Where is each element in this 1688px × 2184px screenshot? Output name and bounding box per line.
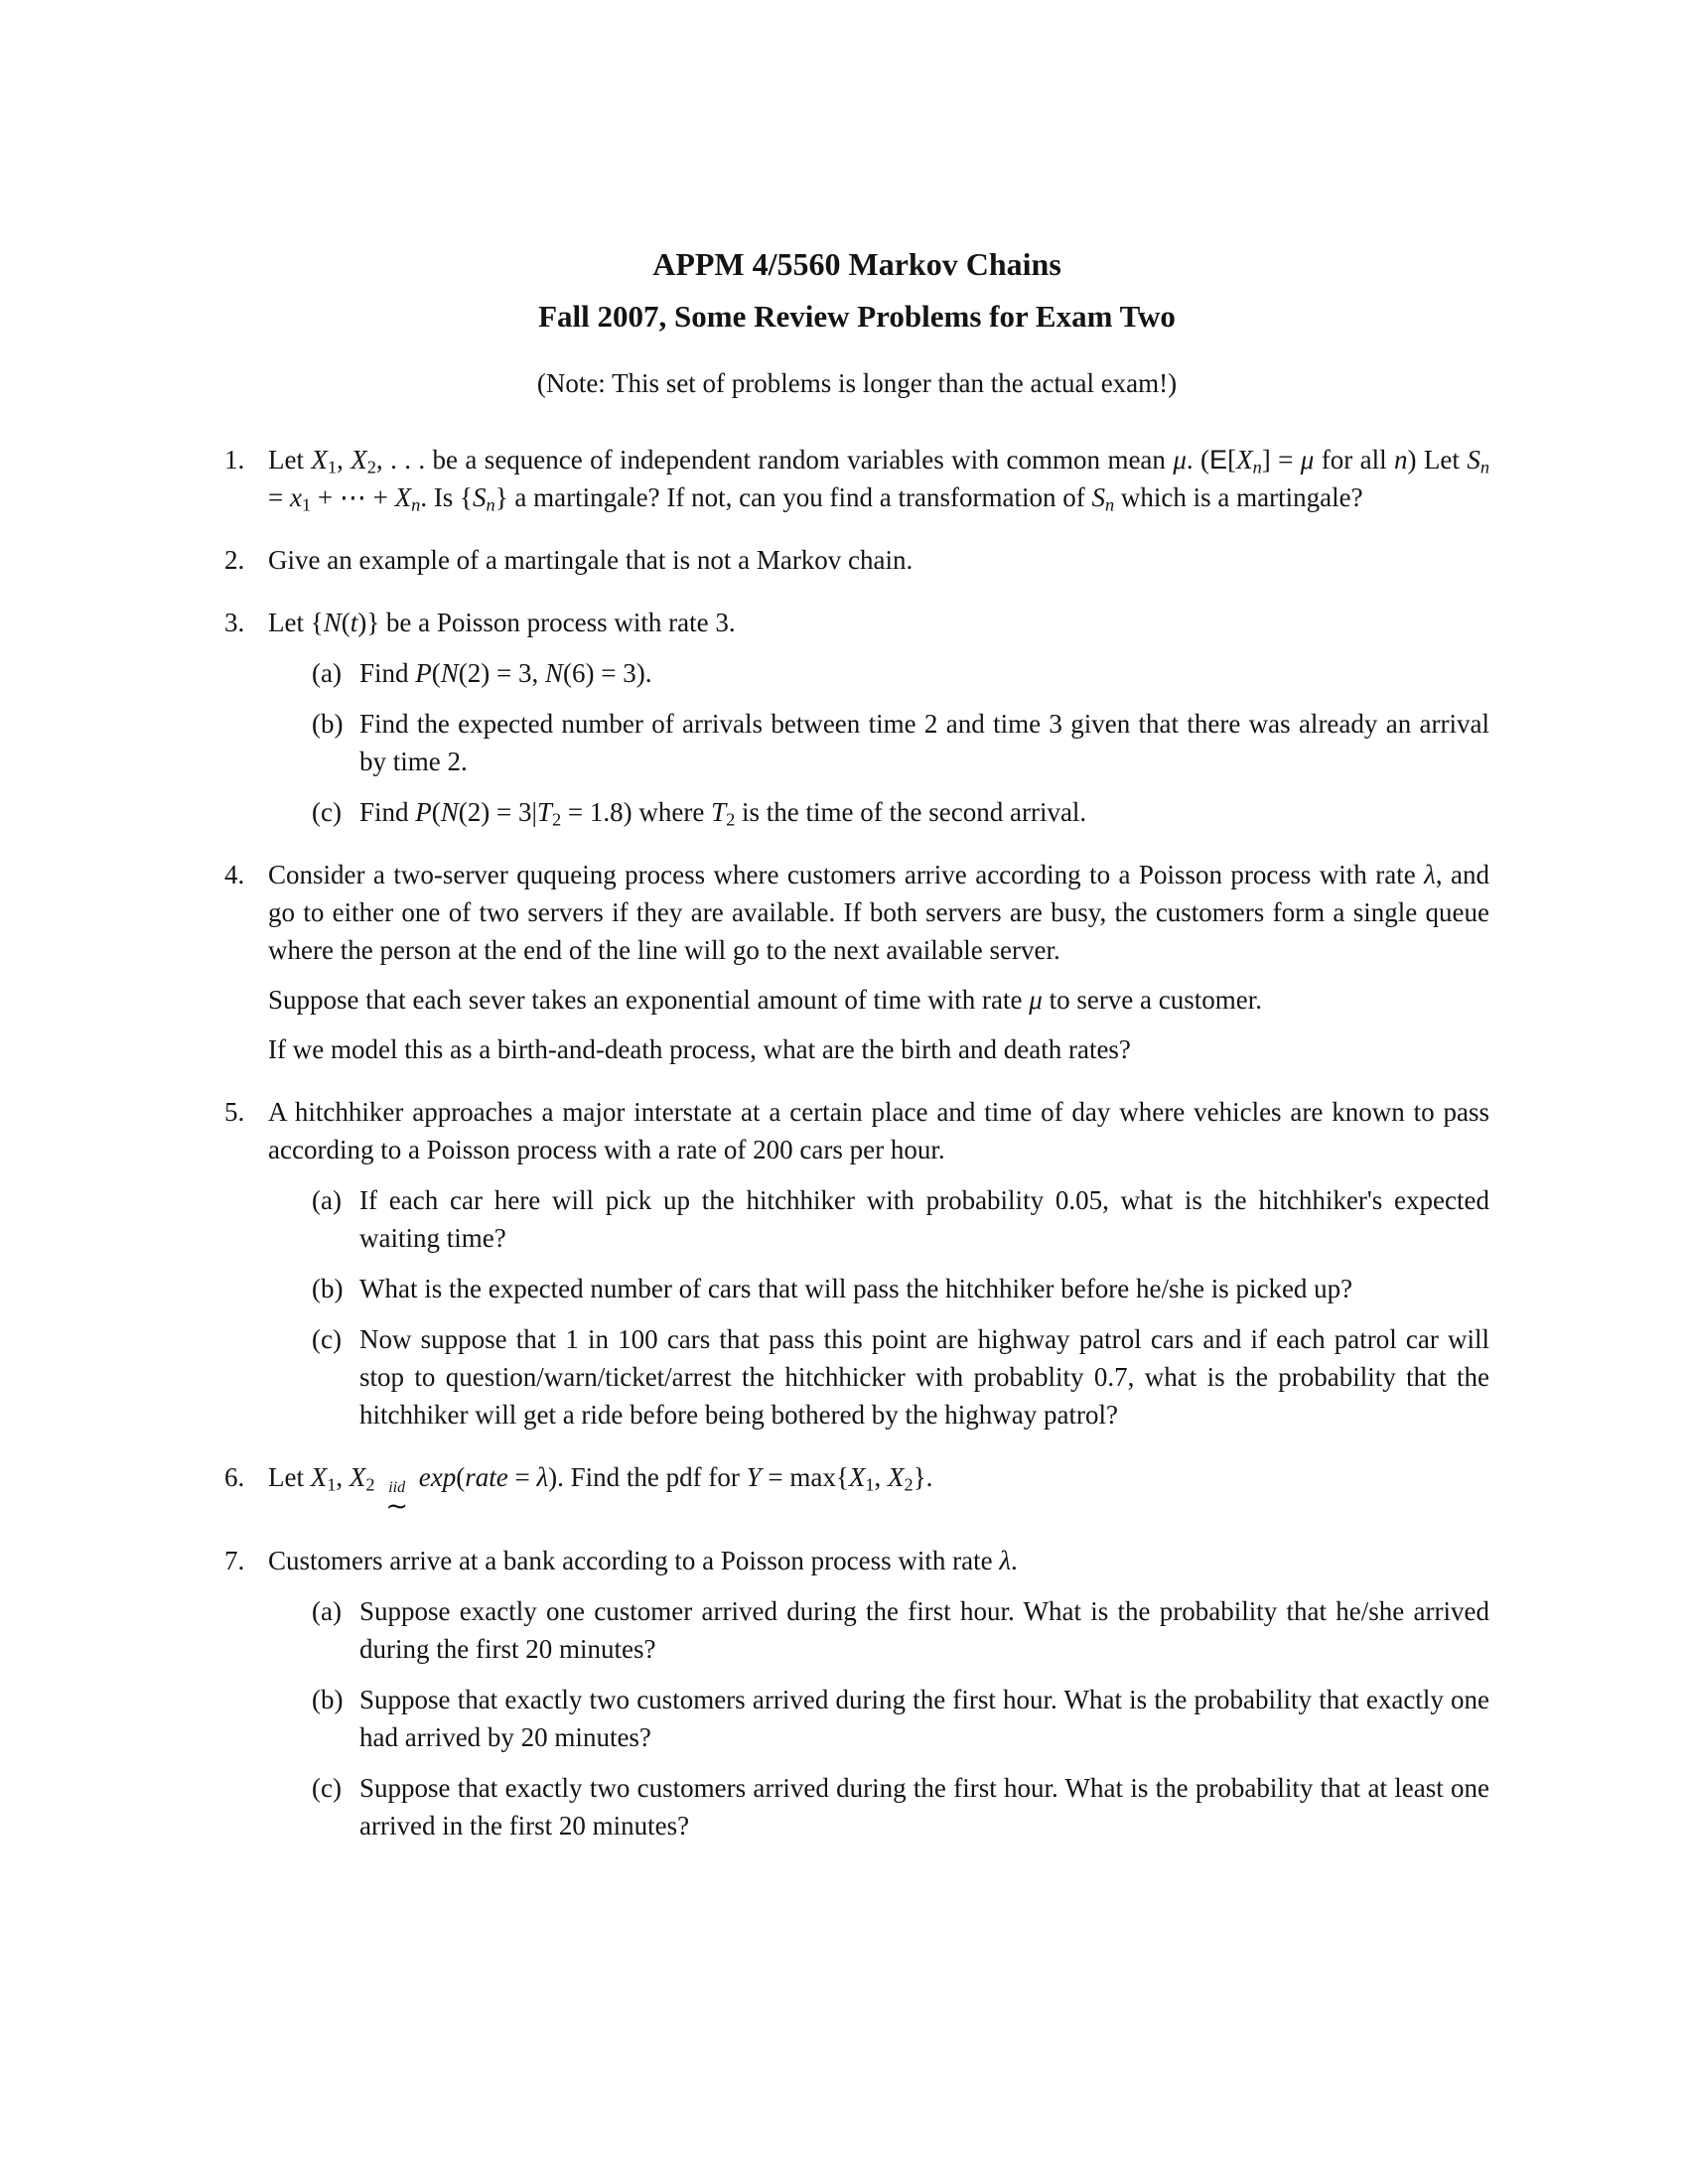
problem-7-part-a-label: (a) xyxy=(312,1596,342,1627)
document-header xyxy=(224,246,1489,399)
problem-2-body xyxy=(268,541,1489,579)
problem-7-part-a-text: Suppose exactly one customer arrived during the first hour. What is the probability that he/she arrived during the first 20 minutes? xyxy=(359,1596,1489,1665)
problem-3-part-c-text: Find $P(N(2) = 3|T_2 = 1.8)$ where $T_2$ is the time of the second arrival. xyxy=(359,797,1087,831)
problem-6-number: 6. xyxy=(224,1462,245,1493)
problem-5-part-b xyxy=(268,1270,1489,1307)
problem-4-text-paragraph-1: Consider a two-server ququeing process where customers arrive according to a Poisson process with rate λ, and go to either one of two servers if they are available. If both servers are busy, the customers form a single queue where the person at the end of the line will go to the next available server. xyxy=(268,860,1490,966)
problem-4-text-paragraph-2: Suppose that each sever takes an exponential amount of time with rate μ to serve a customer. xyxy=(268,985,1263,1016)
problem-7-part-c-text: Suppose that exactly two customers arrived during the first hour. What is the probability that at least one arrived in the first 20 minutes? xyxy=(359,1773,1489,1842)
problem-1-number: 1. xyxy=(224,445,245,476)
problem-5-part-a-label: (a) xyxy=(312,1185,342,1216)
problem-3-number: 3. xyxy=(224,608,245,638)
problem-2-text: Give an example of a martingale that is not a Markov chain. xyxy=(268,545,914,576)
document-subtitle: Fall 2007, Some Review Problems for Exam Two xyxy=(538,298,1176,334)
iid-distributed-symbol: iid ∼ xyxy=(385,1479,408,1522)
problem-4-number: 4. xyxy=(224,860,245,890)
problem-7-part-b-text: Suppose that exactly two customers arrived during the first hour. What is the probability that exactly one had arrived by 20 minutes? xyxy=(359,1685,1489,1753)
problem-4-body xyxy=(268,856,1489,1068)
problem-7-parts xyxy=(268,1592,1489,1844)
problem-5-text: A hitchhiker approaches a major interstate at a certain place and time of day where vehicles are known to pass according to a Poisson process with a rate of 200 cars per hour. xyxy=(268,1097,1489,1165)
problem-4 xyxy=(224,856,1489,1068)
problem-5-part-c-label: (c) xyxy=(312,1324,342,1355)
problem-4-text-paragraph-3: If we model this as a birth-and-death process, what are the birth and death rates? xyxy=(268,1034,1131,1065)
problem-3-part-a-text: Find P(N(2) = 3, N(6) = 3). xyxy=(359,658,652,689)
document-title: APPM 4/5560 Markov Chains xyxy=(652,246,1061,282)
problem-7-part-c-label: (c) xyxy=(312,1773,342,1804)
problem-7-body xyxy=(268,1542,1489,1844)
problem-3-part-b-text: Find the expected number of arrivals between time 2 and time 3 given that there was already an arrival by time 2. xyxy=(359,709,1489,777)
problem-6-text: Let $X_1$, $X_2$ iid ∼ exp(rate = λ). Find the pdf for $Y = \max\{X_1$, $X_2$}. xyxy=(268,1462,933,1522)
problem-3-part-a-label: (a) xyxy=(312,658,342,689)
problem-7 xyxy=(224,1542,1489,1844)
problem-3-part-c-label: (c) xyxy=(312,797,342,828)
problem-5 xyxy=(224,1093,1489,1433)
problem-3-parts xyxy=(268,654,1489,831)
problem-5-part-c xyxy=(268,1320,1489,1433)
problem-6 xyxy=(224,1458,1489,1522)
problem-3-text: Let {N(t)} be a Poisson process with rate 3. xyxy=(268,608,736,638)
problem-5-part-b-label: (b) xyxy=(312,1274,344,1304)
problem-1-text: Let $X_1$, $X_2$, . . . be a sequence of independent random variables with common mean μ. ($E[X_n] = \mu$ for all n) Let $S_n = x_1$ + ⋯ + $X_n$. Is $\{S_n\}$ a martingale? If not, can you find a transformation of $S_n$ which is a martingale? xyxy=(268,445,1489,516)
problem-5-part-a xyxy=(268,1181,1489,1257)
problem-7-part-b xyxy=(268,1681,1489,1756)
problem-3-part-a xyxy=(268,654,1489,692)
problem-7-text: Customers arrive at a bank according to a Poisson process with rate λ. xyxy=(268,1546,1018,1576)
problem-5-part-a-text: If each car here will pick up the hitchhiker with probability 0.05, what is the hitchhiker's expected waiting time? xyxy=(359,1185,1489,1254)
problem-6-body xyxy=(268,1458,1489,1522)
problem-2 xyxy=(224,541,1489,579)
problem-3-part-b xyxy=(268,705,1489,780)
problem-1-body xyxy=(268,441,1489,516)
document-note: (Note: This set of problems is longer than the actual exam!) xyxy=(536,368,1178,399)
problem-2-number: 2. xyxy=(224,545,245,576)
problem-5-part-b-text: What is the expected number of cars that will pass the hitchhiker before he/she is picked up? xyxy=(359,1274,1353,1304)
problem-5-part-c-text: Now suppose that 1 in 100 cars that pass this point are highway patrol cars and if each patrol car will stop to question/warn/ticket/arrest the hitchhicker with probablity 0.7, what is the probability that the hitchhiker will get a ride before being bothered by the highway patrol? xyxy=(359,1324,1489,1431)
problem-list xyxy=(224,441,1489,1844)
problem-1 xyxy=(224,441,1489,516)
problem-7-part-b-label: (b) xyxy=(312,1685,344,1715)
problem-3-part-c xyxy=(268,793,1489,831)
problem-5-number: 5. xyxy=(224,1097,245,1128)
problem-7-part-a xyxy=(268,1592,1489,1668)
problem-7-number: 7. xyxy=(224,1546,245,1576)
problem-3-body xyxy=(268,604,1489,831)
problem-7-part-c xyxy=(268,1769,1489,1844)
problem-3 xyxy=(224,604,1489,831)
problem-5-parts xyxy=(268,1181,1489,1433)
problem-3-part-b-label: (b) xyxy=(312,709,344,740)
problem-5-body xyxy=(268,1093,1489,1433)
